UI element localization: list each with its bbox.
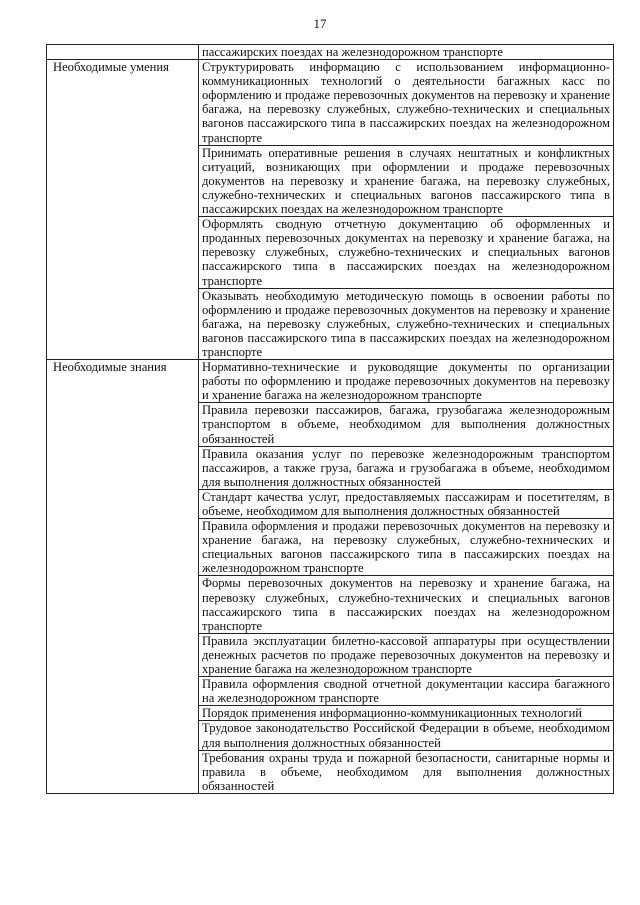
section-item-cell: Правила эксплуатации билетно-кассовой аппаратуры при осуществлении денежных расчетов по продаже перевозочных документов на перевозку и хранение багажа на железнодорожном транспорте <box>199 633 614 676</box>
section-item-cell: Оформлять сводную отчетную документацию об оформленных и проданных перевозочных документах на перевозку и хранение багажа, на перевозку служебных, служебно-технических и специальных вагонов пассажирского типа в пассажирских поездах на железнодорожном транспорте <box>199 217 614 288</box>
section-item-cell: Трудовое законодательство Российской Федерации в объеме, необходимом для выполнения должностных обязанностей <box>199 721 614 750</box>
requirements-table <box>46 44 614 794</box>
section-item-cell: Правила оказания услуг по перевозке железнодорожным транспортом пассажиров, а также груза, багажа и грузобагажа в объеме, необходимом для выполнения должностных обязанностей <box>199 446 614 489</box>
section-label-cell: Необходимые умения <box>47 60 199 360</box>
section-item-cell: Принимать оперативные решения в случаях нештатных и конфликтных ситуаций, возникающих при оформлении и продаже перевозочных документов на перевозку и хранение багажа, на перевозку служебных, служебно-технических и специальных вагонов пассажирского типа в пассажирских поездах на железнодорожном транспорте <box>199 145 614 216</box>
section-item-cell: Структурировать информацию с использованием информационно-коммуникационных технологий о деятельности багажных касс по оформлению и продаже перевозочных документов на перевозку и хранение багажа, на перевозку служебных, служебно-технических и специальных вагонов пассажирского типа в пассажирских поездах на железнодорожном транспорте <box>199 60 614 146</box>
section-item-cell: пассажирских поездах на железнодорожном транспорте <box>199 45 614 60</box>
section-label-cell: Необходимые знания <box>47 360 199 794</box>
section-item-cell: Требования охраны труда и пожарной безопасности, санитарные нормы и правила в объеме, необходимом для выполнения должностных обязанностей <box>199 750 614 793</box>
table-row <box>47 60 614 146</box>
section-item-cell: Правила оформления сводной отчетной документации кассира багажного на железнодорожном транспорте <box>199 677 614 706</box>
section-label-cell <box>47 45 199 60</box>
section-item-cell: Порядок применения информационно-коммуникационных технологий <box>199 706 614 721</box>
table-row <box>47 45 614 60</box>
section-item-cell: Правила перевозки пассажиров, багажа, грузобагажа железнодорожным транспортом в объеме, необходимом для выполнения должностных обязанностей <box>199 403 614 446</box>
section-item-cell: Нормативно-технические и руководящие документы по организации работы по оформлению и продаже перевозочных документов на перевозку и хранение багажа на железнодорожном транспорте <box>199 360 614 403</box>
page-number: 17 <box>313 16 327 31</box>
section-item-cell: Формы перевозочных документов на перевозку и хранение багажа, на перевозку служебных, служебно-технических и специальных вагонов пассажирского типа в пассажирских поездах на железнодорожном транспорте <box>199 576 614 633</box>
section-item-cell: Правила оформления и продажи перевозочных документов на перевозку и хранение багажа, на перевозку служебных, служебно-технических и специальных вагонов пассажирского типа в пассажирских поездах на железнодорожном транспорте <box>199 519 614 576</box>
requirements-table-body <box>47 45 614 794</box>
table-row <box>47 360 614 403</box>
section-item-cell: Стандарт качества услуг, предоставляемых пассажирам и посетителям, в объеме, необходимом для выполнения должностных обязанностей <box>199 489 614 518</box>
section-item-cell: Оказывать необходимую методическую помощь в освоении работы по оформлению и продаже перевозочных документов на перевозку и хранение багажа, на перевозку служебных, служебно-технических и специальных вагонов пассажирского типа в пассажирских поездах на железнодорожном транспорте <box>199 288 614 359</box>
